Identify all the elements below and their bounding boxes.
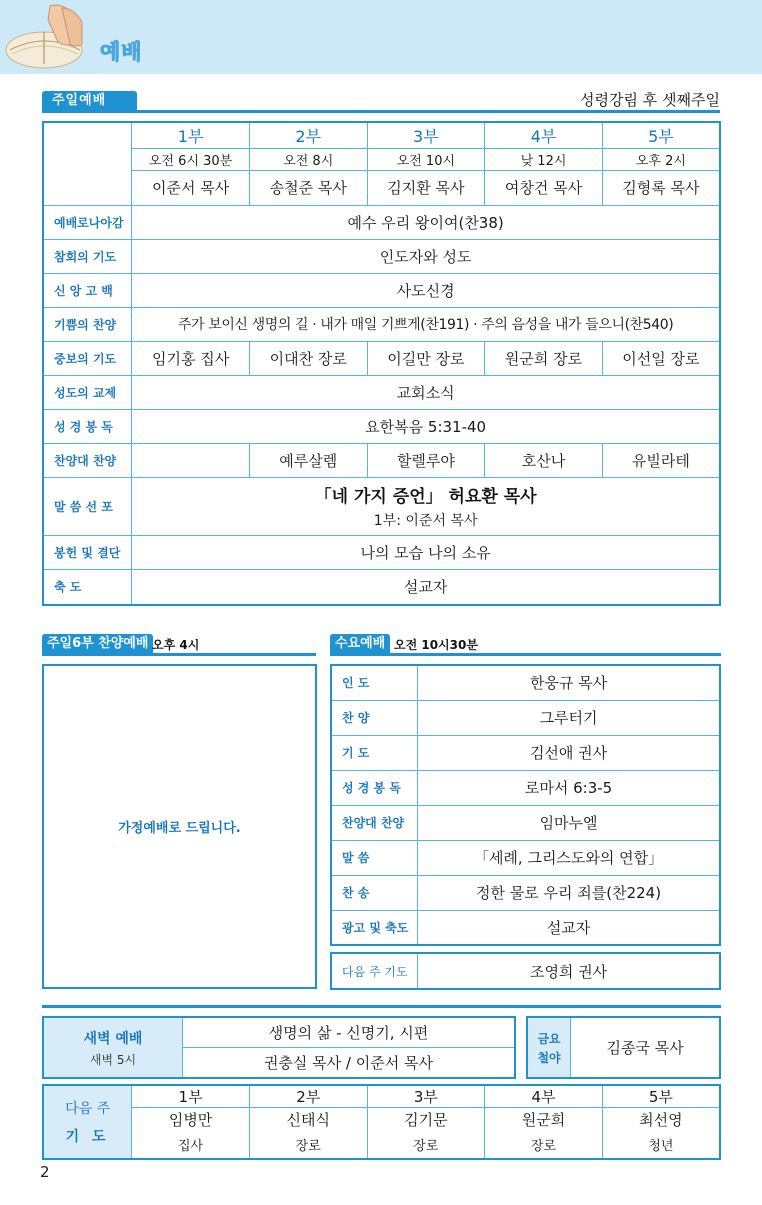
row-value-offering: 나의 모습 나의 소유 xyxy=(132,535,720,569)
next-part-3: 3부 xyxy=(367,1085,485,1108)
dawn-label-cell xyxy=(43,1017,182,1078)
part-5-header: 5부 xyxy=(602,122,720,148)
wed-value-prayer: 김선애 권사 xyxy=(418,735,720,770)
praise6-box xyxy=(42,664,317,989)
row-value-benediction: 설교자 xyxy=(132,569,720,605)
friday-vigil-table xyxy=(526,1016,721,1079)
section-divider xyxy=(42,1005,721,1008)
row-value-joyful-praise: 주가 보이신 생명의 길 · 내가 매일 기쁘게(찬191) · 주의 음성을 내가 들으니(찬540) xyxy=(132,307,720,341)
next-name-4: 원군희 xyxy=(485,1108,603,1132)
sunday-tag: 주일예배 xyxy=(42,91,137,111)
row-value-creed: 사도신경 xyxy=(132,273,720,307)
friday-label-2: 철야 xyxy=(537,1050,561,1065)
row-label-benediction: 축 도 xyxy=(43,569,132,605)
sermon-title: 「네 가지 증언」 허요환 목사 xyxy=(314,487,537,507)
dawn-title: 새벽 예배 xyxy=(83,1030,143,1047)
wednesday-next-prayer-table xyxy=(330,952,721,990)
wed-value-scripture: 로마서 6:3-5 xyxy=(418,770,720,805)
choir-part-4: 호산나 xyxy=(485,443,603,477)
part-2-header: 2부 xyxy=(249,122,367,148)
week-title: 성령강림 후 셋째주일 xyxy=(580,91,720,109)
wed-value-choir: 임마누엘 xyxy=(418,805,720,840)
wed-value-sermon: 「세례, 그리스도와의 연합」 xyxy=(418,840,720,875)
praise6-section-header xyxy=(42,634,316,654)
praise6-time: 오후 4시 xyxy=(152,638,200,652)
part-5-pastor: 김형록 목사 xyxy=(602,170,720,205)
praying-hands-bible-icon xyxy=(4,2,96,72)
choir-part-1 xyxy=(132,443,250,477)
next-name-1: 임병만 xyxy=(132,1108,250,1132)
row-label-procession: 예배로나아감 xyxy=(43,205,132,239)
praise6-header-line xyxy=(42,653,316,656)
sunday-header-line xyxy=(42,110,720,113)
next-part-4: 4부 xyxy=(485,1085,603,1108)
dawn-worship-table xyxy=(42,1016,516,1079)
next-name-3: 김기문 xyxy=(367,1108,485,1132)
row-label-sermon: 말 씀 선 포 xyxy=(43,477,132,535)
wed-next-prayer-label: 다음 주 기도 xyxy=(331,953,418,989)
praise6-notice: 가정예배로 드립니다. xyxy=(118,821,241,836)
dawn-time: 새벽 5시 xyxy=(89,1052,137,1067)
wednesday-section-header xyxy=(330,634,721,654)
wed-label-benediction: 광고 및 축도 xyxy=(331,910,418,945)
row-label-confession: 참회의 기도 xyxy=(43,239,132,273)
part-1-header: 1부 xyxy=(132,122,250,148)
page-number: 2 xyxy=(40,1163,50,1181)
row-label-offering: 봉헌 및 결단 xyxy=(43,535,132,569)
next-prayer-label-2: 기 도 xyxy=(65,1128,110,1145)
part-5-time: 오후 2시 xyxy=(602,148,720,170)
wed-label-sermon: 말 씀 xyxy=(331,840,418,875)
wednesday-tag: 수요예배 xyxy=(330,634,390,654)
next-role-2: 장로 xyxy=(249,1132,367,1159)
next-role-1: 집사 xyxy=(132,1132,250,1159)
choir-part-2: 예루살렘 xyxy=(249,443,367,477)
row-label-scripture: 성 경 봉 독 xyxy=(43,409,132,443)
part-4-time: 낮 12시 xyxy=(485,148,603,170)
row-label-choir: 찬양대 찬양 xyxy=(43,443,132,477)
part-3-time: 오전 10시 xyxy=(367,148,485,170)
next-role-4: 장로 xyxy=(485,1132,603,1159)
next-part-2: 2부 xyxy=(249,1085,367,1108)
next-part-1: 1부 xyxy=(132,1085,250,1108)
row-value-scripture: 요한복음 5:31-40 xyxy=(132,409,720,443)
dawn-line-2: 권충실 목사 / 이준서 목사 xyxy=(182,1047,515,1078)
wednesday-time: 오전 10시30분 xyxy=(394,638,478,652)
wed-label-praise: 찬 양 xyxy=(331,700,418,735)
intercession-part-2: 이대찬 장로 xyxy=(249,341,367,375)
intercession-part-1: 임기홍 집사 xyxy=(132,341,250,375)
praise6-tag: 주일6부 찬양예배 xyxy=(42,634,153,654)
choir-part-3: 할렐루야 xyxy=(367,443,485,477)
next-prayer-label-cell xyxy=(43,1085,132,1159)
part-2-time: 오전 8시 xyxy=(249,148,367,170)
blank-corner-cell xyxy=(43,122,132,205)
friday-value: 김종국 목사 xyxy=(571,1017,720,1078)
wednesday-worship-table xyxy=(330,664,721,946)
choir-part-5: 유빌라테 xyxy=(602,443,720,477)
intercession-part-3: 이길만 장로 xyxy=(367,341,485,375)
next-role-5: 청년 xyxy=(602,1132,720,1159)
row-label-creed: 신 앙 고 백 xyxy=(43,273,132,307)
part-2-pastor: 송철준 목사 xyxy=(249,170,367,205)
next-name-5: 최선영 xyxy=(602,1108,720,1132)
next-prayer-table xyxy=(42,1084,721,1160)
part-4-header: 4부 xyxy=(485,122,603,148)
wed-value-hymn: 정한 물로 우리 죄를(찬224) xyxy=(418,875,720,910)
wed-value-praise: 그루터기 xyxy=(418,700,720,735)
part-3-header: 3부 xyxy=(367,122,485,148)
next-name-2: 신태식 xyxy=(249,1108,367,1132)
part-4-pastor: 여창건 목사 xyxy=(485,170,603,205)
next-prayer-label-1: 다음 주 xyxy=(65,1100,111,1117)
friday-label-cell xyxy=(527,1017,571,1078)
wed-label-leader: 인 도 xyxy=(331,665,418,700)
row-label-intercession: 중보의 기도 xyxy=(43,341,132,375)
wed-value-benediction: 설교자 xyxy=(418,910,720,945)
part-1-time: 오전 6시 30분 xyxy=(132,148,250,170)
intercession-part-4: 원군희 장로 xyxy=(485,341,603,375)
next-role-3: 장로 xyxy=(367,1132,485,1159)
row-value-sermon xyxy=(132,477,720,535)
wed-label-choir: 찬양대 찬양 xyxy=(331,805,418,840)
wed-label-scripture: 성 경 봉 독 xyxy=(331,770,418,805)
page-title: 예배 xyxy=(100,40,143,64)
row-value-confession: 인도자와 성도 xyxy=(132,239,720,273)
part-3-pastor: 김지환 목사 xyxy=(367,170,485,205)
sunday-worship-table xyxy=(42,121,721,606)
row-label-joyful-praise: 기쁨의 찬양 xyxy=(43,307,132,341)
sermon-sub: 1부: 이준서 목사 xyxy=(373,513,478,529)
wed-value-leader: 한웅규 목사 xyxy=(418,665,720,700)
friday-label-1: 금요 xyxy=(537,1031,561,1046)
intercession-part-5: 이선일 장로 xyxy=(602,341,720,375)
wed-label-prayer: 기 도 xyxy=(331,735,418,770)
row-label-fellowship: 성도의 교제 xyxy=(43,375,132,409)
row-value-procession: 예수 우리 왕이여(찬38) xyxy=(132,205,720,239)
wednesday-header-line xyxy=(330,653,721,656)
wed-next-prayer-value: 조영희 권사 xyxy=(418,953,720,989)
sunday-section-header xyxy=(42,91,720,111)
dawn-line-1: 생명의 삶 - 신명기, 시편 xyxy=(182,1017,515,1047)
wed-label-hymn: 찬 송 xyxy=(331,875,418,910)
row-value-fellowship: 교회소식 xyxy=(132,375,720,409)
header-banner xyxy=(0,0,762,74)
next-part-5: 5부 xyxy=(602,1085,720,1108)
part-1-pastor: 이준서 목사 xyxy=(132,170,250,205)
